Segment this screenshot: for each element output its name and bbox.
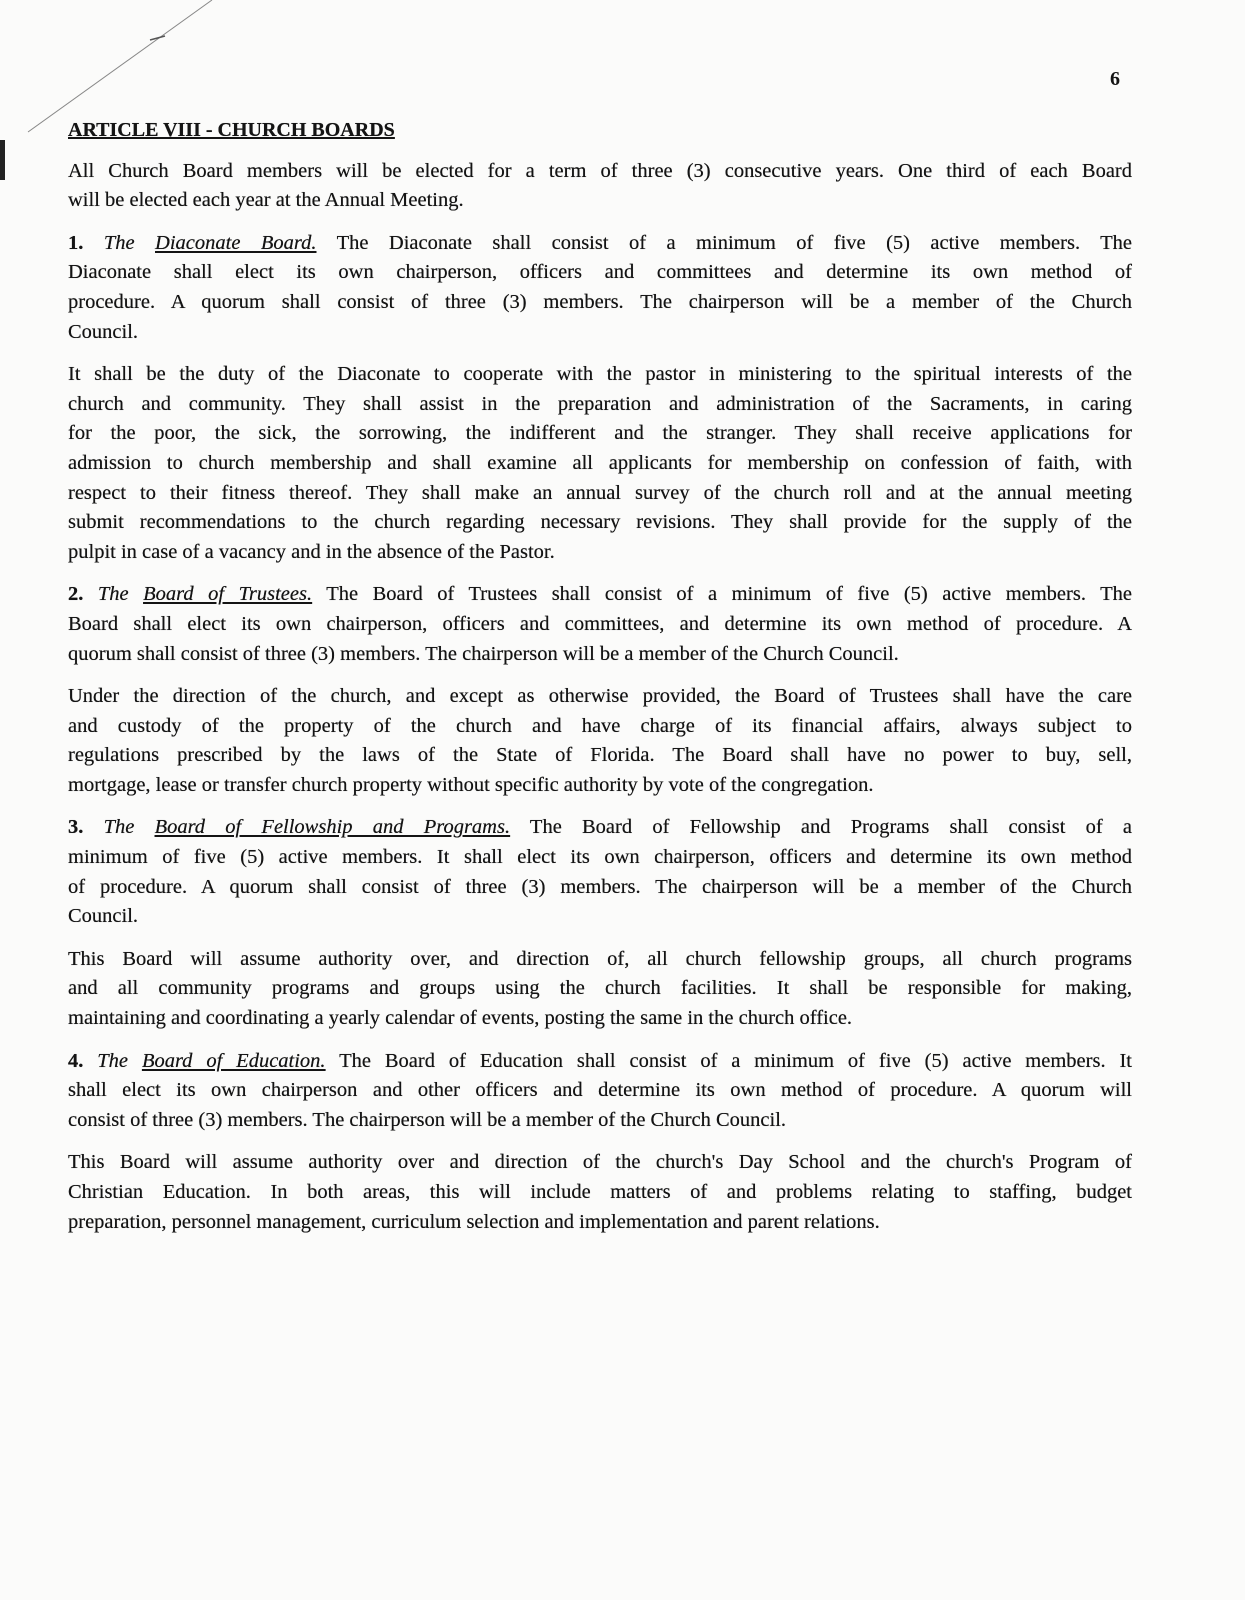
body-paragraph [68, 945, 1132, 1034]
section-heading [97, 1050, 325, 1072]
section-heading-name: Board of Education. [141, 1049, 326, 1072]
text-line [68, 580, 1132, 610]
text-line: for the poor, the sick, the sorrowing, the indifferent and the stranger. They shall receive applications for [68, 422, 1132, 445]
text-line: will be elected each year at the Annual Meeting. [68, 189, 464, 212]
section-number: 2. [68, 583, 84, 606]
text-line: respect to their fitness thereof. They shall make an annual survey of the church roll and at the annual meeting [68, 481, 1132, 504]
section-paragraph [68, 229, 1132, 347]
text-line: preparation, personnel management, curriculum selection and implementation and parent relations. [68, 1210, 880, 1233]
section-number: 4. [68, 1049, 84, 1072]
text-line: of procedure. A quorum shall consist of three (3) members. The chairperson will be a member of the Church [68, 875, 1132, 898]
section-heading-article: The [97, 583, 129, 606]
text-line: procedure. A quorum shall consist of three (3) members. The chairperson will be a member of the Church [68, 290, 1132, 313]
text-line: This Board will assume authority over, and direction of, all church fellowship groups, all church programs [68, 947, 1132, 970]
section-heading-article: The [97, 1049, 129, 1072]
body-paragraph [68, 157, 1132, 216]
text-line: mortgage, lease or transfer church property without specific authority by vote of the congregation. [68, 773, 874, 796]
text-line: shall elect its own chairperson and other officers and determine its own method of procedure. A quorum will [68, 1079, 1132, 1102]
text-line: pulpit in case of a vacancy and in the absence of the Pastor. [68, 540, 555, 563]
section-first-line-text: The Board of Fellowship and Programs shall consist of a [510, 816, 1133, 839]
text-line: quorum shall consist of three (3) members. The chairperson will be a member of the Church Council. [68, 642, 899, 665]
text-line: consist of three (3) members. The chairperson will be a member of the Church Council. [68, 1108, 787, 1131]
text-line: Christian Education. In both areas, this will include matters of and problems relating to staffing, budget [68, 1181, 1132, 1203]
text-line: All Church Board members will be elected for a term of three (3) consecutive years. One third of each Board [68, 159, 1132, 182]
text-line: minimum of five (5) active members. It shall elect its own chairperson, officers and determine its own method [68, 846, 1132, 869]
text-line: Under the direction of the church, and except as otherwise provided, the Board of Trustees shall have the care [68, 685, 1132, 708]
text-line: church and community. They shall assist in the preparation and administration of the Sacraments, in caring [68, 392, 1132, 415]
text-line [68, 229, 1132, 259]
text-line: regulations prescribed by the laws of the State of Florida. The Board shall have no power to buy, sell, [68, 744, 1132, 767]
text-line: Board shall elect its own chairperson, officers and committees, and determine its own method of procedure. A [68, 612, 1132, 635]
text-line: It shall be the duty of the Diaconate to cooperate with the pastor in ministering to the spiritual interests of the [68, 363, 1132, 386]
section-first-line-text: The Board of Trustees shall consist of a minimum of five (5) active members. The [312, 583, 1132, 606]
text-line: and custody of the property of the church and have charge of its financial affairs, always subject to [68, 714, 1132, 737]
section-heading [104, 816, 510, 838]
article-title: ARTICLE VIII - CHURCH BOARDS [68, 119, 395, 141]
section-paragraph [68, 1047, 1132, 1136]
text-line: This Board will assume authority over and direction of the church's Day School and the church's Program of [68, 1151, 1132, 1174]
text-line: Council. [68, 320, 139, 343]
section-number: 3. [68, 816, 84, 839]
section-heading-article: The [103, 231, 135, 254]
text-line [68, 1047, 1132, 1077]
section-paragraph [68, 813, 1132, 931]
body-paragraph [68, 360, 1132, 567]
section-heading [98, 583, 312, 605]
text-line: Council. [68, 905, 139, 928]
section-heading-name: Diaconate Board. [155, 231, 317, 254]
section-heading-name: Board of Fellowship and Programs. [154, 816, 511, 839]
text-line: submit recommendations to the church regarding necessary revisions. They shall provide for the supply of the [68, 511, 1132, 534]
page-number: 6 [1110, 68, 1120, 90]
section-number: 1. [68, 231, 84, 254]
section-heading-name: Board of Trustees. [143, 583, 313, 606]
body-paragraph [68, 1148, 1132, 1237]
text-line: and all community programs and groups using the church facilities. It shall be responsible for making, [68, 977, 1132, 1000]
text-line: maintaining and coordinating a yearly calendar of events, posting the same in the church office. [68, 1007, 853, 1030]
section-first-line-text: The Board of Education shall consist of a minimum of five (5) active members. It [325, 1049, 1133, 1072]
section-first-line-text: The Diaconate shall consist of a minimum of five (5) active members. The [316, 231, 1133, 254]
section-heading-article: The [103, 816, 135, 839]
text-line: Diaconate shall elect its own chairperson, officers and committees and determine its own method of [68, 261, 1132, 284]
body-paragraph [68, 682, 1132, 800]
section-heading [104, 232, 317, 254]
text-line [68, 813, 1132, 843]
document-body [68, 116, 1132, 1250]
text-line: admission to church membership and shall examine all applicants for membership on confession of faith, with [68, 451, 1132, 474]
section-paragraph [68, 580, 1132, 669]
